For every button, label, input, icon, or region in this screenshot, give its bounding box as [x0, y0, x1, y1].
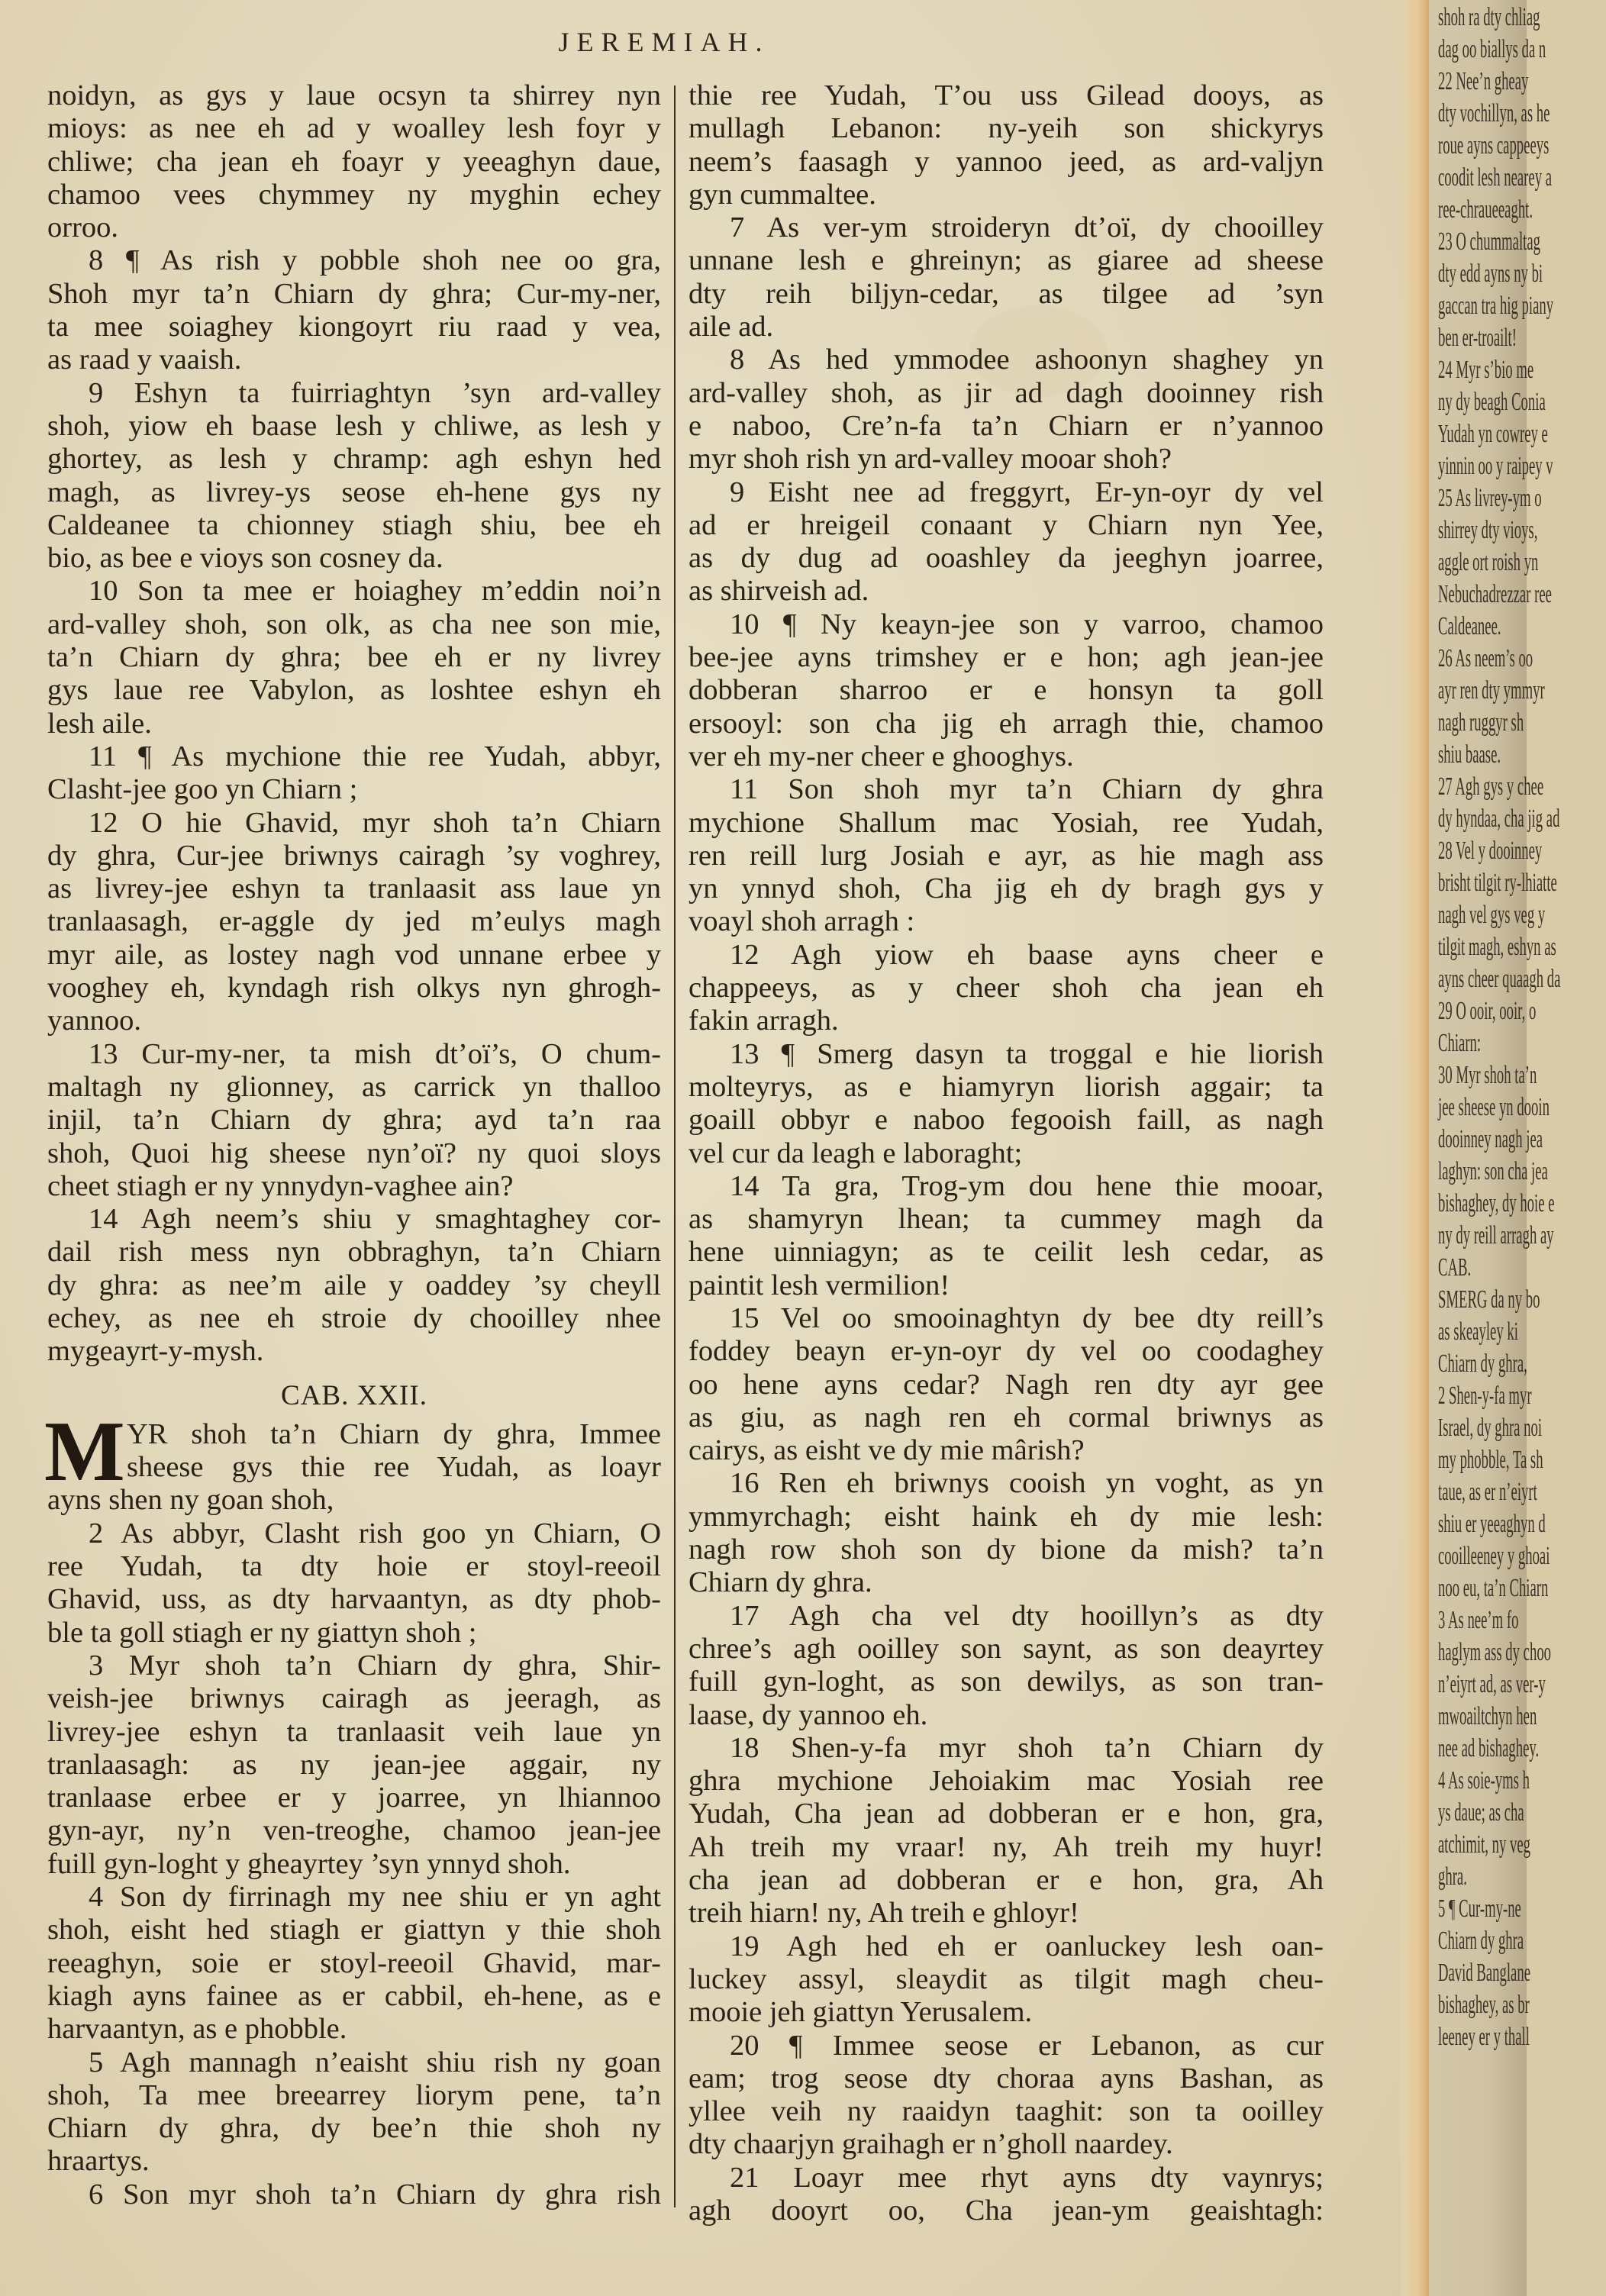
- text-line: as shirveish ad.: [689, 575, 869, 608]
- text-line: dail rish mess nyn obbraghyn, ta’n Chiarn: [47, 1236, 661, 1269]
- text-line: ree Yudah, ta dty hoie er stoyl-reeoil: [47, 1550, 661, 1583]
- text-line: tranlaasagh: as ny jean-jee aggair, ny: [47, 1748, 661, 1781]
- text-line: myr shoh rish yn ard-valley mooar shoh?: [689, 443, 1172, 476]
- next-page-text: [1438, 0, 1606, 2052]
- verse-start-line: 21 Loayr mee rhyt ayns dty vaynrys;: [730, 2161, 1324, 2194]
- next-page-line: 4 As soie-yms h: [1438, 1766, 1530, 1795]
- next-page-line: dty edd ayns ny bi: [1438, 260, 1543, 288]
- next-page-line: gaccan tra hig piany: [1438, 292, 1554, 320]
- text-line: molteyrys, as e hiamyryn liorish aggair; ta: [689, 1070, 1324, 1103]
- text-line: injil, ta’n Chiarn dy ghra; ayd ta’n raa: [47, 1104, 661, 1137]
- text-line: ren reill lurg Josiah e ayr, as hie magh ass: [689, 839, 1324, 872]
- text-line: mygeayrt-y-mysh.: [47, 1335, 264, 1368]
- text-line: aile ad.: [689, 311, 774, 343]
- next-page-line: bishaghey, as br: [1438, 1991, 1530, 2019]
- verse-start-line: 12 Agh yiow eh baase ayns cheer e: [730, 938, 1324, 971]
- text-line: mychione Shallum mac Yosiah, ree Yudah,: [689, 806, 1324, 839]
- next-page-line: 5 ¶ Cur-my-ne: [1438, 1895, 1521, 1923]
- text-line: mullagh Lebanon: ny-yeih son shickyrys: [689, 112, 1324, 145]
- text-line: as livrey-jee eshyn ta tranlaasit ass laue yn: [47, 872, 661, 905]
- text-line: ersooyl: son cha jig eh arragh thie, chamoo: [689, 707, 1324, 740]
- text-line: chliwe; cha jean eh foayr y yeeaghyn daue,: [47, 145, 661, 178]
- text-line: Yudah, Cha jean ad dobberan er e hon, gra,: [689, 1798, 1324, 1830]
- text-line: luckey assyl, sleaydit as tilgit magh cheu-: [689, 1962, 1324, 1995]
- next-page-line: haglym ass dy choo: [1438, 1638, 1552, 1666]
- text-line: dty reih biljyn-cedar, as tilgee ad ’syn: [689, 277, 1324, 310]
- verse-start-line: 20 ¶ Immee seose er Lebanon, as cur: [730, 2029, 1324, 2062]
- text-line: paintit lesh vermilion!: [689, 1269, 950, 1301]
- next-page-line: 3 As nee’m fo: [1438, 1606, 1519, 1634]
- next-page-line: my phobble, Ta sh: [1438, 1446, 1543, 1474]
- next-page-line: cooilleeney y ghoai: [1438, 1542, 1550, 1570]
- text-line: bee-jee ayns trimshey er e hon; agh jean-jee: [689, 641, 1324, 674]
- next-page-line: as skeayley ki: [1438, 1317, 1518, 1346]
- column-rule: [674, 85, 676, 2207]
- next-page-line: nee ad bishaghey.: [1438, 1734, 1540, 1762]
- text-line: voayl shoh arragh :: [689, 905, 915, 938]
- text-line: maltagh ny glionney, as carrick yn thalloo: [47, 1070, 661, 1103]
- text-line: shoh, eisht hed stiagh er giattyn y thie shoh: [47, 1914, 661, 1946]
- text-line: as dy dug ad ooashley da jeeghyn joarree,: [689, 542, 1324, 575]
- text-line: lesh aile.: [47, 707, 152, 740]
- text-line: shoh, yiow eh baase lesh y chliwe, as lesh y: [47, 409, 661, 442]
- text-line: yn ynnyd shoh, Cha jig eh dy bragh gys y: [689, 872, 1324, 905]
- next-page-line: SMERG da ny bo: [1438, 1285, 1540, 1314]
- text-line: chappeeys, as y cheer shoh cha jean eh: [689, 972, 1324, 1004]
- verse-start-line: 18 Shen-y-fa myr shoh ta’n Chiarn dy: [730, 1731, 1324, 1764]
- text-line: yannoo.: [47, 1004, 141, 1037]
- next-page-line: 22 Nee’n gheay: [1438, 67, 1529, 95]
- next-page-edge: [1429, 0, 1561, 2296]
- text-line: treih hiarn! ny, Ah treih e ghloyr!: [689, 1897, 1079, 1930]
- verse-start-line: 11 ¶ As mychione thie ree Yudah, abbyr,: [89, 740, 661, 772]
- text-line: ghra mychione Jehoiakim mac Yosiah ree: [689, 1765, 1324, 1798]
- page-gutter: [1401, 0, 1431, 2296]
- next-page-line: 23 O chummaltag: [1438, 227, 1540, 256]
- text-line: Chiarn dy ghra.: [689, 1566, 872, 1599]
- next-page-line: Chiarn:: [1438, 1029, 1482, 1057]
- text-line: ver eh my-ner cheer e ghooghys.: [689, 740, 1074, 772]
- next-page-line: dag oo biallys da n: [1438, 35, 1546, 63]
- next-page-line: shirrey dty vioys,: [1438, 516, 1538, 544]
- drop-cap: M: [44, 1404, 125, 1499]
- next-page-line: David Banglane: [1438, 1959, 1530, 1987]
- text-line: unnane lesh e ghreinyn; as giaree ad sheese: [689, 244, 1324, 277]
- right-column: [689, 79, 1324, 2227]
- next-page-line: brisht tilgit ry-lhiatte: [1438, 869, 1557, 897]
- next-page-line: ny dy reill arragh ay: [1438, 1221, 1554, 1250]
- text-line: dty chaarjyn graihagh er n’gholl naardey.: [689, 2128, 1173, 2161]
- next-page-line: 27 Agh gys y chee: [1438, 772, 1544, 801]
- text-line: echey, as nee eh stroie dy chooilley nhee: [47, 1301, 661, 1334]
- next-page-line: shoh ra dty chliag: [1438, 3, 1540, 31]
- text-line: dy ghra, Cur-jee briwnys cairagh ’sy voghrey,: [47, 839, 661, 872]
- verse-start-line: 13 ¶ Smerg dasyn ta troggal e hie liorish: [730, 1037, 1324, 1070]
- text-line: goaill obbyr e naboo fegooish faill, as nagh: [689, 1104, 1324, 1137]
- verse-start-line: 8 As hed ymmodee ashoonyn shaghey yn: [730, 343, 1324, 376]
- verse-start-line: 13 Cur-my-ner, ta mish dt’oï’s, O chum-: [89, 1037, 661, 1070]
- text-line: cheet stiagh er ny ynnydyn-vaghee ain?: [47, 1169, 514, 1202]
- right-column-text: [689, 79, 1324, 2227]
- verse-start-line: 9 Eshyn ta fuirriaghtyn ’syn ard-valley: [89, 376, 661, 409]
- left-column-bottom-text: [44, 1404, 661, 2211]
- text-line: sheese gys thie ree Yudah, as loayr: [127, 1451, 661, 1484]
- chapter-heading: CAB. XXII.: [281, 1379, 427, 1411]
- verse-start-line: 17 Agh cha vel dty hooillyn’s as dty: [730, 1599, 1324, 1632]
- text-line: noidyn, as gys y laue ocsyn ta shirrey nyn: [47, 79, 661, 111]
- next-page-line: ayr ren dty ymmyr: [1438, 676, 1545, 705]
- verse-start-line: 4 Son dy firrinagh my nee shiu er yn aght: [89, 1881, 661, 1914]
- text-line: vooghey eh, kyndagh rish olkys nyn ghrogh-: [47, 972, 661, 1004]
- text-line: fuill gyn-loght y gheayrtey ’syn ynnyd shoh.: [47, 1847, 571, 1880]
- verse-start-line: 14 Agh neem’s shiu y smaghtaghey cor-: [89, 1203, 661, 1236]
- left-column-top-text: [47, 79, 661, 1369]
- text-line: ayns shen ny goan shoh,: [47, 1484, 334, 1517]
- text-line: e naboo, Cre’n-fa ta’n Chiarn er n’yannoo: [689, 409, 1324, 442]
- text-line: Clasht-jee goo yn Chiarn ;: [47, 773, 358, 806]
- text-line: oo hene ayns cedar? Nagh ren dty ayr gee: [689, 1368, 1324, 1401]
- next-page-line: atchimit, ny veg: [1438, 1830, 1531, 1859]
- text-line: bio, as bee e vioys son cosney da.: [47, 542, 443, 575]
- next-page-line: coodit lesh nearey a: [1438, 163, 1553, 192]
- next-page-line: Chiarn dy ghra,: [1438, 1350, 1527, 1378]
- text-line: ymmyrchagh; eisht haink eh dy mie lesh:: [689, 1500, 1324, 1533]
- next-page-line: Yudah yn cowrey e: [1438, 420, 1548, 448]
- next-page-line: ayns cheer quaagh da: [1438, 965, 1561, 993]
- text-line: tranlaase erbee er y joarree, yn lhiannoo: [47, 1782, 661, 1814]
- text-line: as raad y vaaish.: [47, 343, 242, 376]
- next-page-line: ree-chraueeaght.: [1438, 195, 1533, 224]
- next-page-line: Chiarn dy ghra: [1438, 1927, 1524, 1955]
- next-page-line: shiu baase.: [1438, 740, 1501, 769]
- verse-start-line: 7 As ver-ym stroideryn dt’oï, dy chooilley: [730, 211, 1324, 244]
- text-line: magh, as livrey-ys seose eh-hene gys ny: [47, 476, 661, 508]
- next-page-line: 26 As neem’s oo: [1438, 644, 1533, 672]
- text-line: reeaghyn, soie er stoyl-reeoil Ghavid, mar-: [47, 1946, 661, 1979]
- verse-start-line: 19 Agh hed eh er oanluckey lesh oan-: [730, 1930, 1324, 1962]
- text-line: mioys: as nee eh ad y woalley lesh foyr y: [47, 112, 661, 145]
- next-page-line: ben er-troailt!: [1438, 324, 1517, 352]
- text-line: ta mee soiaghey kiongoyrt riu raad y vea,: [47, 311, 661, 343]
- next-page-line: noo eu, ta’n Chiarn: [1438, 1574, 1549, 1602]
- verse-start-line: 14 Ta gra, Trog-ym dou hene thie mooar,: [730, 1169, 1324, 1202]
- text-line: kiagh ayns fainee as er cabbil, eh-hene, as e: [47, 1979, 661, 2012]
- text-line: veish-jee briwnys cairagh as jeeragh, as: [47, 1682, 661, 1715]
- text-line: Shoh myr ta’n Chiarn dy ghra; Cur-my-ner,: [47, 277, 661, 310]
- text-line: ghortey, as lesh y chramp: agh eshyn hed: [47, 443, 661, 476]
- next-page-line: 2 Shen-y-fa myr: [1438, 1382, 1532, 1410]
- next-page-line: 24 Myr s’bio me: [1438, 356, 1534, 384]
- text-line: gys laue ree Vabylon, as loshtee eshyn eh: [47, 674, 661, 707]
- text-line: fuill gyn-loght, as son dewilys, as son tran-: [689, 1666, 1324, 1698]
- next-page-line: dooinney nagh jea: [1438, 1125, 1543, 1153]
- text-line: myr aile, as lostey nagh vod unnane erbee y: [47, 938, 661, 971]
- next-page-line: ny dy beagh Conia: [1438, 388, 1546, 416]
- text-line: neem’s faasagh y yannoo jeed, as ard-valjyn: [689, 145, 1324, 178]
- running-head: JEREMIAH.: [558, 27, 770, 57]
- next-page-line: dy hyndaa, cha jig ad: [1438, 805, 1560, 833]
- next-page-line: n’eiyrt ad, as ver-y: [1438, 1670, 1546, 1698]
- verse-start-line: 10 ¶ Ny keayn-jee son y varroo, chamoo: [730, 608, 1324, 640]
- next-page-line: laghyn: son cha jea: [1438, 1157, 1548, 1185]
- next-page-line: nagh ruggyr sh: [1438, 708, 1524, 737]
- next-page-line: dty vochillyn, as he: [1438, 99, 1550, 127]
- verse-start-line: 3 Myr shoh ta’n Chiarn dy ghra, Shir-: [89, 1649, 661, 1682]
- text-line: shoh, Ta mee breearrey liorym pene, ta’n: [47, 2078, 661, 2111]
- text-line: ard-valley shoh, son olk, as cha nee son mie,: [47, 608, 661, 640]
- next-page-line: 28 Vel y dooinney: [1438, 837, 1543, 865]
- next-page-line: leeney er y thall: [1438, 2023, 1530, 2051]
- next-page-line: bishaghey, dy hoie e: [1438, 1189, 1555, 1217]
- text-line: gyn-ayr, ny’n ven-treoghe, chamoo jean-jee: [47, 1814, 661, 1847]
- text-line: hene uinniagyn; as te ceilit lesh cedar, as: [689, 1236, 1324, 1269]
- next-page-line: tilgit magh, eshyn as: [1438, 933, 1556, 961]
- next-page-line: 25 As livrey-ym o: [1438, 484, 1542, 512]
- next-page-line: shiu er yeeaghyn d: [1438, 1510, 1546, 1538]
- text-line: vel cur da leagh e laboraght;: [689, 1137, 1023, 1169]
- text-line: gyn cummaltee.: [689, 178, 876, 211]
- left-column: [44, 79, 661, 2211]
- text-line: dobberan sharroo er e honsyn ta goll: [689, 674, 1324, 707]
- text-line: as shamyryn lhean; ta cummey magh da: [689, 1203, 1324, 1236]
- next-page-line: CAB.: [1438, 1253, 1472, 1282]
- text-line: mooie jeh giattyn Yerusalem.: [689, 1996, 1033, 2029]
- next-page-line: ys daue; as cha: [1438, 1798, 1524, 1827]
- next-page-line: jee sheese yn dooin: [1438, 1093, 1550, 1121]
- text-line: shoh, Quoi hig sheese nyn’oï? ny quoi sloys: [47, 1137, 661, 1169]
- text-line: nagh row shoh son dy bione da mish? ta’n: [689, 1533, 1324, 1566]
- next-page-line: aggle ort roish yn: [1438, 548, 1539, 576]
- text-line: chamoo vees chymmey ny myghin echey: [47, 178, 661, 211]
- text-line: cairys, as eisht ve dy mie mârish?: [689, 1434, 1085, 1467]
- text-line: Caldeanee ta chionney stiagh shiu, bee eh: [47, 508, 661, 541]
- text-line: yllee veih ny raaidyn taaghit: son ta ooilley: [689, 2095, 1324, 2128]
- next-page-line: Israel, dy ghra noi: [1438, 1414, 1543, 1442]
- text-line: thie ree Yudah, T’ou uss Gilead dooys, as: [689, 79, 1324, 111]
- verse-start-line: 11 Son shoh myr ta’n Chiarn dy ghra: [730, 773, 1324, 806]
- verse-start-line: 5 Agh mannagh n’eaisht shiu rish ny goan: [89, 2046, 661, 2078]
- text-line: as giu, as nagh ren eh cormal briwnys as: [689, 1401, 1324, 1433]
- text-line: ta’n Chiarn dy ghra; bee eh er ny livrey: [47, 641, 661, 674]
- next-page-line: 29 O ooir, ooir, o: [1438, 997, 1537, 1025]
- next-page-line: roue ayns cappeeys: [1438, 131, 1550, 160]
- verse-start-line: 12 O hie Ghavid, myr shoh ta’n Chiarn: [89, 806, 661, 839]
- next-page-line: Caldeanee.: [1438, 612, 1501, 640]
- verse-start-line: 2 As abbyr, Clasht rish goo yn Chiarn, O: [89, 1517, 661, 1549]
- text-line: tranlaasagh, er-aggle dy jed m’eulys magh: [47, 905, 661, 938]
- verse-start-line: 9 Eisht nee ad freggyrt, Er-yn-oyr dy vel: [730, 476, 1324, 508]
- text-line: eam; trog seose dty choraa ayns Bashan, as: [689, 2062, 1324, 2094]
- text-line: ad er hreigeil conaant y Chiarn nyn Yee,: [689, 508, 1324, 541]
- verse-start-line: 8 ¶ As rish y pobble shoh nee oo gra,: [89, 244, 661, 277]
- text-line: cha jean ad dobberan er e hon, gra, Ah: [689, 1864, 1324, 1897]
- text-line: Ghavid, uss, as dty harvaantyn, as dty phob-: [47, 1583, 661, 1616]
- next-page-line: 30 Myr shoh ta’n: [1438, 1061, 1537, 1089]
- verse-start-line: 16 Ren eh briwnys cooish yn voght, as yn: [730, 1467, 1324, 1500]
- text-line: fakin arragh.: [689, 1004, 839, 1037]
- text-line: harvaantyn, as e phobble.: [47, 2013, 347, 2046]
- text-line: YR shoh ta’n Chiarn dy ghra, Immee: [127, 1417, 661, 1450]
- text-line: Chiarn dy ghra, dy bee’n thie shoh ny: [47, 2112, 661, 2145]
- text-line: agh dooyrt oo, Cha jean-ym geaishtagh:: [689, 2194, 1324, 2227]
- verse-start-line: 15 Vel oo smooinaghtyn dy bee dty reill’s: [730, 1301, 1324, 1334]
- next-page-line: Nebuchadrezzar ree: [1438, 580, 1552, 608]
- next-page-line: yinnin oo y raipey v: [1438, 452, 1553, 480]
- text-line: Ah treih my vraar! ny, Ah treih my huyr!: [689, 1830, 1324, 1863]
- next-page-line: taue, as er n’eiyrt: [1438, 1478, 1537, 1506]
- verse-start-line: 10 Son ta mee er hoiaghey m’eddin noi’n: [89, 575, 661, 608]
- text-line: orroo.: [47, 211, 119, 244]
- text-line: ble ta goll stiagh er ny giattyn shoh ;: [47, 1616, 477, 1649]
- text-line: ard-valley shoh, as jir ad dagh dooinney rish: [689, 376, 1324, 409]
- next-page-line: nagh vel gys veg y: [1438, 901, 1546, 929]
- next-page-line: mwoailtchyn hen: [1438, 1702, 1537, 1730]
- text-line: laase, dy yannoo eh.: [689, 1698, 928, 1731]
- verse-start-line: 6 Son myr shoh ta’n Chiarn dy ghra rish: [89, 2178, 661, 2211]
- text-line: livrey-jee eshyn ta tranlaasit veih laue yn: [47, 1715, 661, 1748]
- text-line: dy ghra: as nee’m aile y oaddey ’sy cheyll: [47, 1269, 661, 1301]
- text-line: chree’s agh ooilley son saynt, as son deayrtey: [689, 1632, 1324, 1665]
- next-page-line: ghra.: [1438, 1862, 1467, 1891]
- text-line: foddey beayn er-yn-oyr dy vel oo coodaghey: [689, 1335, 1324, 1368]
- text-line: hraartys.: [47, 2145, 150, 2178]
